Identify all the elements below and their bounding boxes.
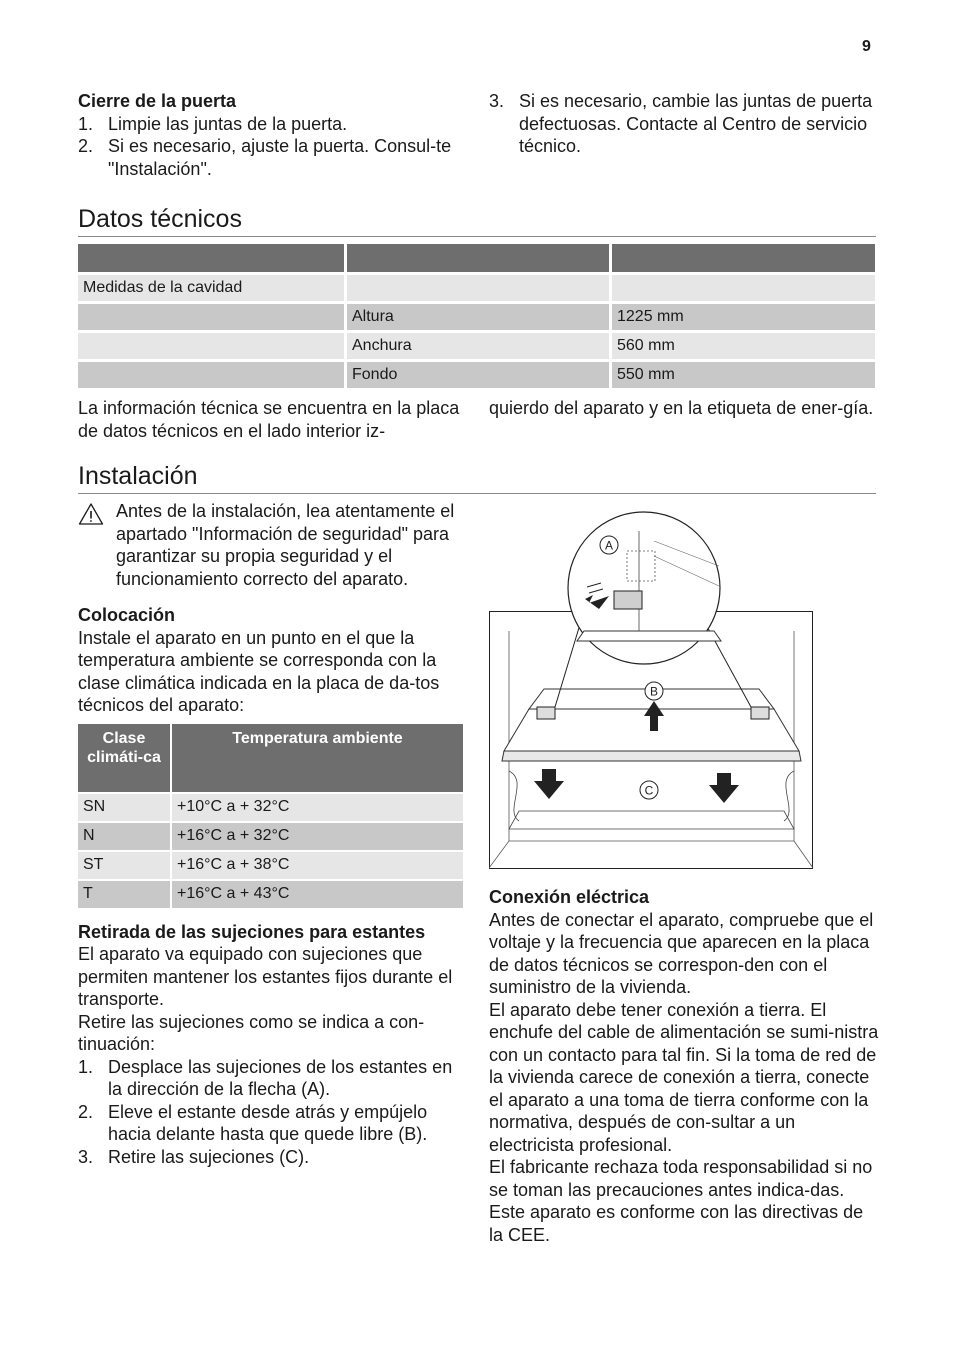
installation-title: Instalación [78,462,198,490]
list-item: 2. Eleve el estante desde atrás y empújelo hacia delante hasta que quede libre (B). [78,1101,428,1144]
list-item: 1. Desplace las sujeciones de los estantes en la dirección de la flecha (A). [78,1056,453,1099]
climate-class-header: Clase climáti-ca [78,724,170,792]
table-row: Altura 1225 mm [78,304,875,330]
table-row: ST +16°C a + 38°C [78,852,463,879]
tech-data-rule [78,236,876,237]
removal-title: Retirada de las sujeciones para estantes [78,921,426,942]
list-item: 1. Limpie las juntas de la puerta. [78,113,348,134]
door-closing-continued [489,90,879,158]
shelf-diagram [489,511,814,871]
label-a: A [604,538,614,553]
electrical-paragraph-1: Antes de conectar el aparato, compruebe que el voltaje y la frecuencia que aparecen en la placa de datos técnicos se correspon-den con el suministro de la vivienda. [489,909,874,997]
warning-block [78,500,466,590]
table-row: SN +10°C a + 32°C [78,794,463,821]
label-b: B [649,684,659,699]
installation-rule [78,493,876,494]
door-closing-steps [78,113,468,181]
label-c: C [644,783,654,798]
removal-paragraph-2: Retire las sujeciones como se indica a con-tinuación: [78,1011,425,1054]
placement-title: Colocación [78,605,176,625]
list-item: 2. Si es necesario, ajuste la puerta. Consul-te "Instalación". [78,136,452,179]
climate-class-table [76,722,465,910]
tech-data-note-right: quierdo del aparato y en la etiqueta de ener-gía. [489,398,874,418]
tech-data-table [75,241,878,391]
page-number: 9 [862,38,871,55]
electrical-paragraph-2: El aparato debe tener conexión a tierra. El enchufe del cable de alimentación se sumi-nistra con un contacto para tal fin. Si la toma de red de la vivienda carece de conexión a tierra, conecte el aparato a una toma de tierra conforme con la normativa, después de con-sultar a un electricista profesional. [489,999,879,1155]
warning-icon [78,500,108,590]
door-closing-title: Cierre de la puerta [78,91,237,111]
electrical-title: Conexión eléctrica [489,887,650,907]
electrical-paragraph-3: El fabricante rechaza toda responsabilidad si no se toman las precauciones antes indica-das. [489,1157,873,1200]
removal-steps [78,1056,466,1169]
placement-text: Instale el aparato en un punto en el que la temperatura ambiente se corresponda con la clase climática indicada en la placa de da-tos técnicos del aparato: [78,627,440,715]
table-row: Fondo 550 mm [78,362,875,388]
table-row: N +16°C a + 32°C [78,823,463,850]
table-row: Medidas de la cavidad [78,275,875,301]
table-header-row [78,244,875,272]
removal-paragraph-1: El aparato va equipado con sujeciones que permiten mantener los estantes fijos durante el transporte. [78,944,453,1009]
tech-data-title: Datos técnicos [78,205,242,233]
shelf-removal-illustration [489,511,814,871]
installation-left-column [78,500,466,1168]
list-item: 3. Si es necesario, cambie las juntas de puerta defectuosas. Contacte al Centro de servicio técnico. [489,91,873,156]
table-header-row [78,724,463,792]
door-closing-section [78,90,468,180]
table-row: T +16°C a + 43°C [78,881,463,908]
electrical-section [489,886,879,1246]
electrical-paragraph-4: Este aparato es conforme con las directivas de la CEE. [489,1202,864,1245]
list-item: 3. Retire las sujeciones (C). [78,1146,310,1167]
table-row: Anchura 560 mm [78,333,875,359]
tech-data-note-left: La información técnica se encuentra en la placa de datos técnicos en el lado interior iz- [78,398,460,441]
warning-text: Antes de la instalación, lea atentamente el apartado "Información de seguridad" para garantizar su propia seguridad y el funcionamiento correcto del aparato. [116,501,455,589]
ambient-temperature-header: Temperatura ambiente [172,724,463,792]
